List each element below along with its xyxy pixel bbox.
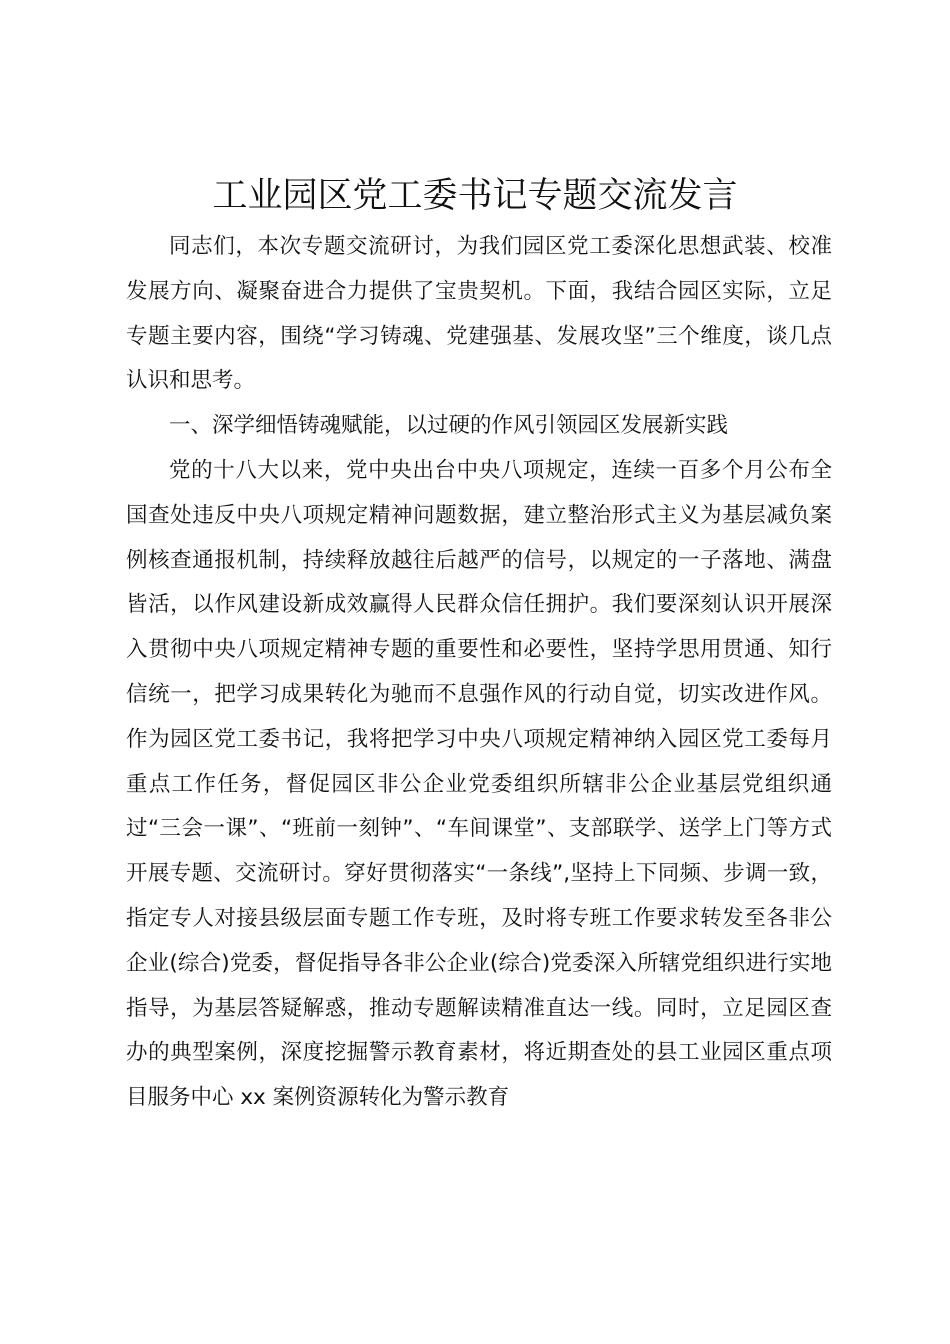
document-title: 工业园区党工委书记专题交流发言 xyxy=(212,176,738,216)
document-body xyxy=(126,225,832,1121)
paragraph-section-1: 党的十八大以来，党中央出台中央八项规定，连续一百多个月公布全国查处违反中央八项规定精神问题数据，建立整治形式主义为基层减负案例核查通报机制，持续释放越往后越严的信号，以规定的一子落地、满盘皆活，以作风建设新成效赢得人民群众信任拥护。我们要深刻认识开展深入贯彻中央八项规定精神专题的重要性和必要性，坚持学思用贯通、知行信统一，把学习成果转化为驰而不息强作风的行动自觉，切实改进作风。作为园区党工委书记，我将把学习中央八项规定精神纳入园区党工委每月重点工作任务，督促园区非公企业党委组织所辖非公企业基层党组织通过“三会一课”、“班前一刻钟”、“车间课堂”、支部联学、送学上门等方式开展专题、交流研讨。穿好贯彻落实“一条线”,坚持上下同频、步调一致，指定专人对接县级层面专题工作专班，及时将专班工作要求转发至各非公企业(综合)党委，督促指导各非公企业(综合)党委深入所辖党组织进行实地指导，为基层答疑解惑，推动专题解读精准直达一线。同时，立足园区查办的典型案例，深度挖掘警示教育素材，将近期查处的县工业园区重点项目服务中心 xx 案例资源转化为警示教育 xyxy=(126,457,832,1111)
paragraph-intro: 同志们，本次专题交流研讨，为我们园区党工委深化思想武装、校准发展方向、凝聚奋进合力提供了宝贵契机。下面，我结合园区实际，立足专题主要内容，围绕“学习铸魂、党建强基、发展攻坚”三个维度，谈几点认识和思考。 xyxy=(126,234,832,394)
section-heading-1: 一、深学细悟铸魂赋能，以过硬的作风引领园区发展新实践 xyxy=(169,413,729,439)
